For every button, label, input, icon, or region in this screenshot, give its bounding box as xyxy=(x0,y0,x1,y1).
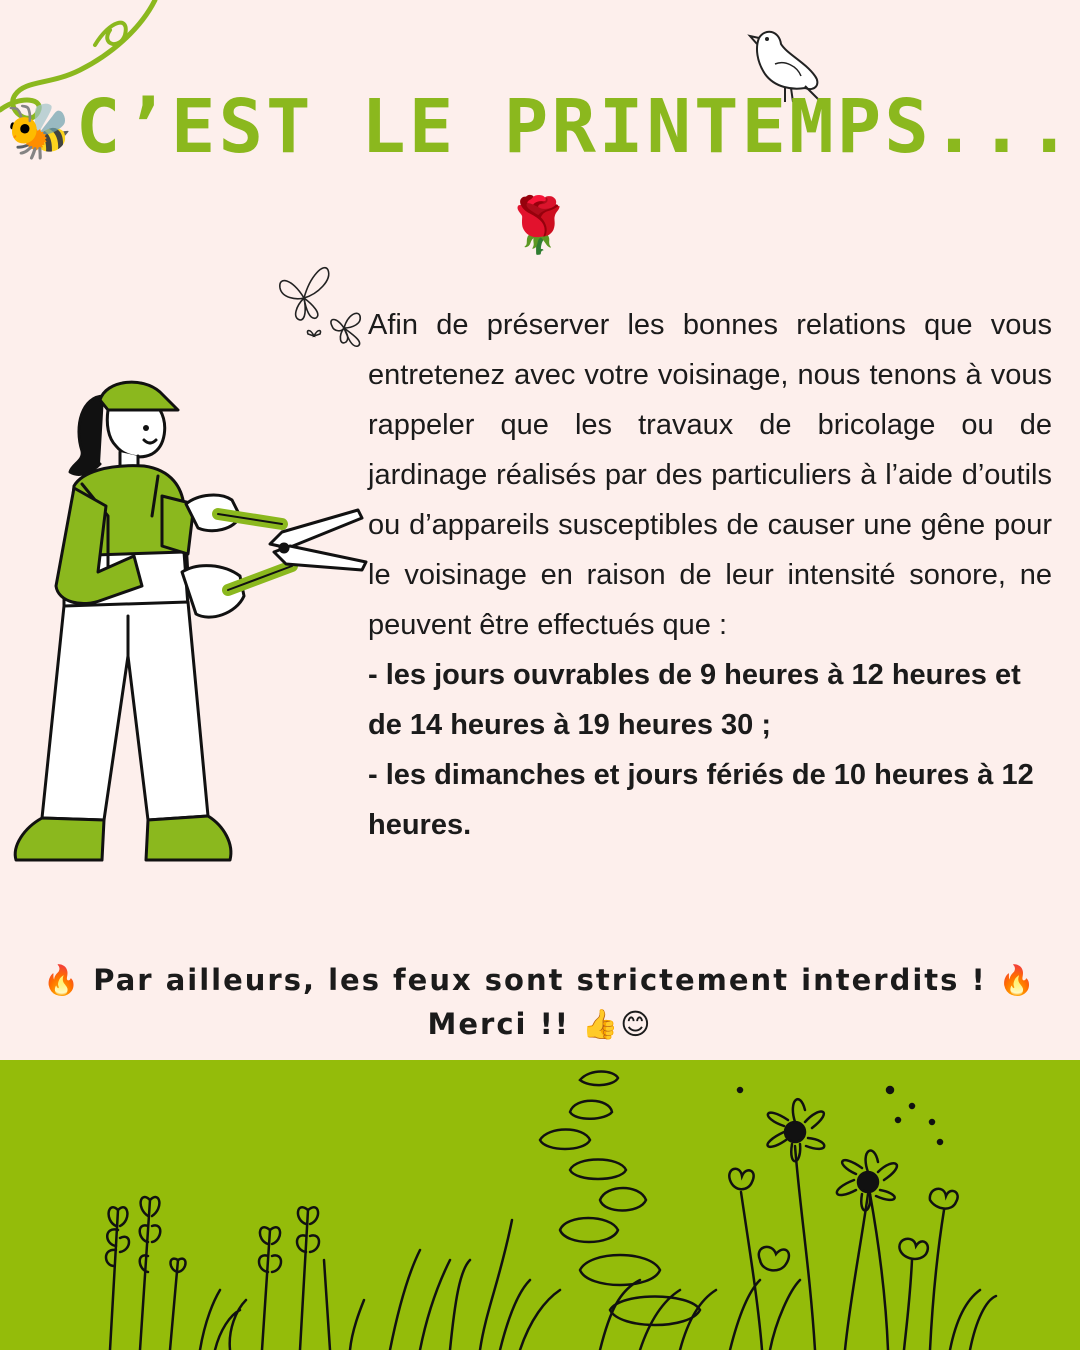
bee-icon: 🐝 xyxy=(5,99,76,163)
notice-body xyxy=(368,300,1052,850)
hedge-shears-icon xyxy=(262,506,372,586)
fire-warning-text: 🔥 Par ailleurs, les feux sont strictement interdits ! 🔥 xyxy=(43,963,1037,997)
flowers-illustration xyxy=(700,1060,1000,1350)
gardener-illustration xyxy=(12,376,372,866)
rule-sundays: - les dimanches et jours fériés de 10 heures à 12 heures. xyxy=(368,759,1034,841)
thanks-text: Merci !! 👍😊 xyxy=(427,1007,653,1041)
rose-icon: 🌹 xyxy=(504,193,576,257)
page-title xyxy=(0,82,1080,271)
rule-weekdays: - les jours ouvrables de 9 heures à 12 heures et de 14 heures à 19 heures 30 ; xyxy=(368,659,1021,741)
title-text: C’EST LE PRINTEMPS... xyxy=(75,84,1075,170)
notice-paragraph: Afin de préserver les bonnes relations que vous entretenez avec votre voisinage, nous tenons à vous rappeler que les travaux de bricolage ou de jardinage réalisés par des particuliers à l’aide d’outils ou d’appareils susceptibles de causer une gêne pour le voisinage en raison de leur intensité sonore, ne peuvent être effectués que : xyxy=(368,309,1052,641)
fire-warning xyxy=(0,958,1080,1046)
butterflies-icon xyxy=(274,258,370,354)
